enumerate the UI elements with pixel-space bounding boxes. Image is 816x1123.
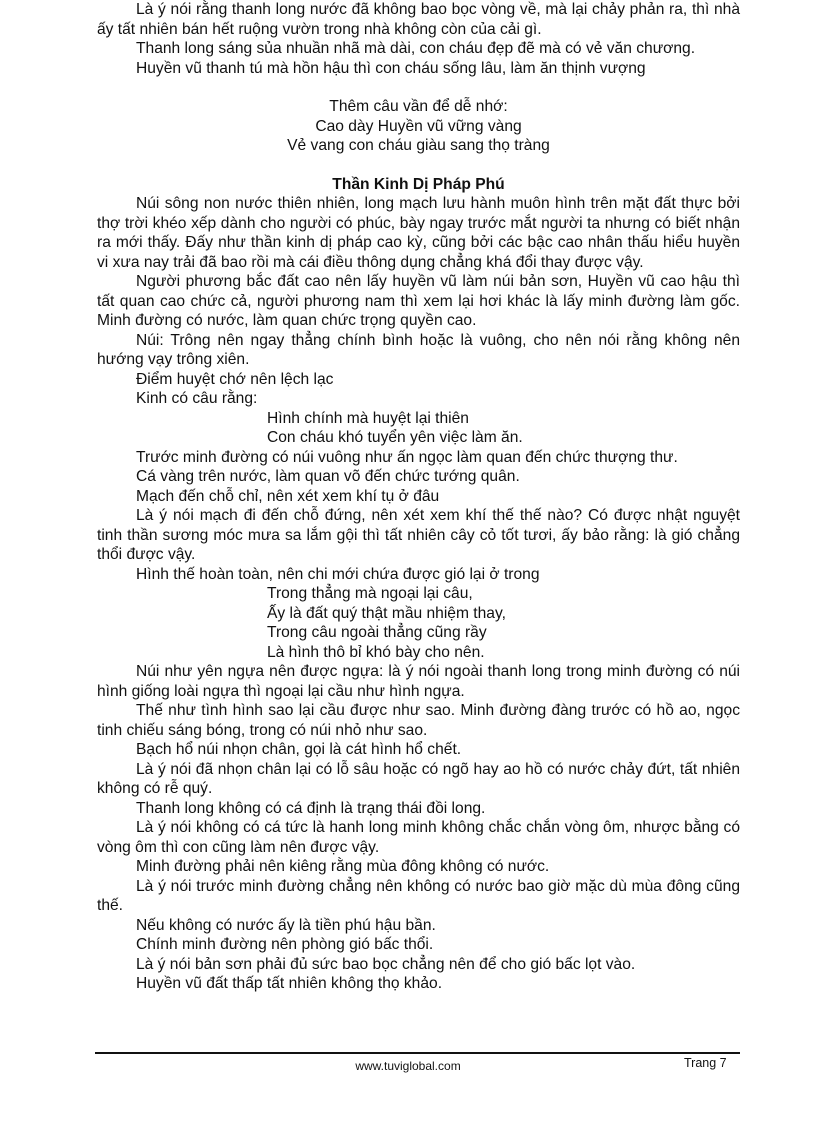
poem-line: Cao dày Huyền vũ vững vàng <box>315 117 522 135</box>
paragraph: Thế như tình hình sao lại cầu được như sao. Minh đường đàng trước có hồ ao, ngọc tinh chiếu sáng bóng, trong có núi nhỏ như sao. <box>97 702 740 739</box>
paragraph: Hình thế hoàn toàn, nên chi mới chứa được gió lại ở trong <box>136 565 540 583</box>
poem-line: Thêm câu vần để dễ nhớ: <box>329 98 508 115</box>
paragraph: Thanh long sáng sủa nhuần nhã mà dài, con cháu đẹp đẽ mà có vẻ văn chương. <box>136 40 696 57</box>
paragraph: Là ý nói rằng thanh long nước đã không bao bọc vòng về, mà lại chảy phản ra, thì nhà ấy tất nhiên bán hết ruộng vườn trong nhà không còn của cải gì. <box>97 1 740 38</box>
verse-line: Là hình thô bỉ khó bày cho nên. <box>267 643 485 661</box>
paragraph: Cá vàng trên nước, làm quan võ đến chức tướng quân. <box>136 468 520 485</box>
footer-divider <box>95 1052 740 1054</box>
verse-line: Hình chính mà huyệt lại thiên <box>267 409 469 427</box>
paragraph: Huyền vũ thanh tú mà hồn hậu thì con cháu sống lâu, làm ăn thịnh vượng <box>136 59 646 77</box>
paragraph: Là ý nói bản sơn phải đủ sức bao bọc chẳng nên để cho gió bấc lọt vào. <box>136 955 636 973</box>
paragraph: Là ý nói không có cá tức là hanh long minh không chắc chắn vòng ôm, nhược bằng có vòng ôm thì con cũng làm nên được vậy. <box>97 819 740 856</box>
paragraph: Trước minh đường có núi vuông như ấn ngọc làm quan đến chức thượng thư. <box>136 448 678 466</box>
paragraph: Là ý nói trước minh đường chẳng nên không có nước bao giờ mặc dù mùa đông cũng thế. <box>97 877 740 914</box>
document-body <box>97 0 740 994</box>
verse-line: Trong thẳng mà ngoại lại câu, <box>267 585 473 602</box>
footer-url: www.tuviglobal.com <box>355 1059 461 1073</box>
paragraph: Điểm huyệt chớ nên lệch lạc <box>136 370 334 388</box>
paragraph: Thanh long không có cá định là trạng thái đồi long. <box>136 799 486 817</box>
section-heading: Thần Kinh Dị Pháp Phú <box>332 175 505 193</box>
paragraph: Là ý nói mạch đi đến chỗ đứng, nên xét xem khí thế thế nào? Có được nhật nguyệt tinh thần sương móc mưa sa lắm gội thì tất nhiên cây cỏ tốt tươi, ấy bảo rằng: là gió chẳng thổi được vậy. <box>97 507 740 563</box>
paragraph: Nếu không có nước ấy là tiền phú hậu bần. <box>136 916 436 934</box>
paragraph: Bạch hổ núi nhọn chân, gọi là cát hình hổ chết. <box>136 741 462 758</box>
verse-line: Con cháu khó tuyển yên việc làm ăn. <box>267 429 523 446</box>
paragraph: Núi như yên ngựa nên được ngựa: là ý nói ngoài thanh long trong minh đường có núi hình giống loài ngựa thì ngoại lại cầu như hình ngựa. <box>97 663 740 700</box>
page-number: Trang 7 <box>684 1056 727 1070</box>
paragraph: Chính minh đường nên phòng gió bấc thổi. <box>136 936 434 953</box>
paragraph: Là ý nói đã nhọn chân lại có lỗ sâu hoặc có ngõ hay ao hồ có nước chảy đứt, tất nhiên không có rễ quý. <box>97 760 740 797</box>
paragraph: Núi: Trông nên ngay thẳng chính bình hoặc là vuông, cho nên nói rằng không nên hướng vạy trông xiên. <box>97 331 740 368</box>
paragraph: Huyền vũ đất thấp tất nhiên không thọ khảo. <box>136 975 443 992</box>
paragraph: Minh đường phải nên kiêng rằng mùa đông không có nước. <box>136 858 550 875</box>
paragraph: Kinh có câu rằng: <box>136 390 258 407</box>
paragraph: Người phương bắc đất cao nên lấy huyền vũ làm núi bản sơn, Huyền vũ cao hậu thì tất quan cao chức cả, người phương nam thì xem lại hơi khác là lấy minh đường làm gốc. Minh đường có nước, làm quan chức trọng quyền cao. <box>97 273 740 329</box>
paragraph: Núi sông non nước thiên nhiên, long mạch lưu hành muôn hình trên mặt đất thực bởi thợ trời khéo xếp dành cho người có phúc, bày ngay trước mắt người ta nhưng có biết nhận ra mới thấy. Đấy như thần kinh dị pháp cao kỳ, cũng bởi các bậc cao nhân thấu hiểu huyền vi xưa nay trải đã bao rồi mà cái điều thông dụng chẳng khá đổi thay được vậy. <box>97 195 740 271</box>
verse-line: Trong câu ngoài thẳng cũng rầy <box>267 624 487 641</box>
verse-line: Ấy là đất quý thật mầu nhiệm thay, <box>267 604 506 622</box>
poem-line: Vẻ vang con cháu giàu sang thọ tràng <box>287 137 550 154</box>
paragraph: Mạch đến chỗ chỉ, nên xét xem khí tụ ở đâu <box>136 487 440 505</box>
